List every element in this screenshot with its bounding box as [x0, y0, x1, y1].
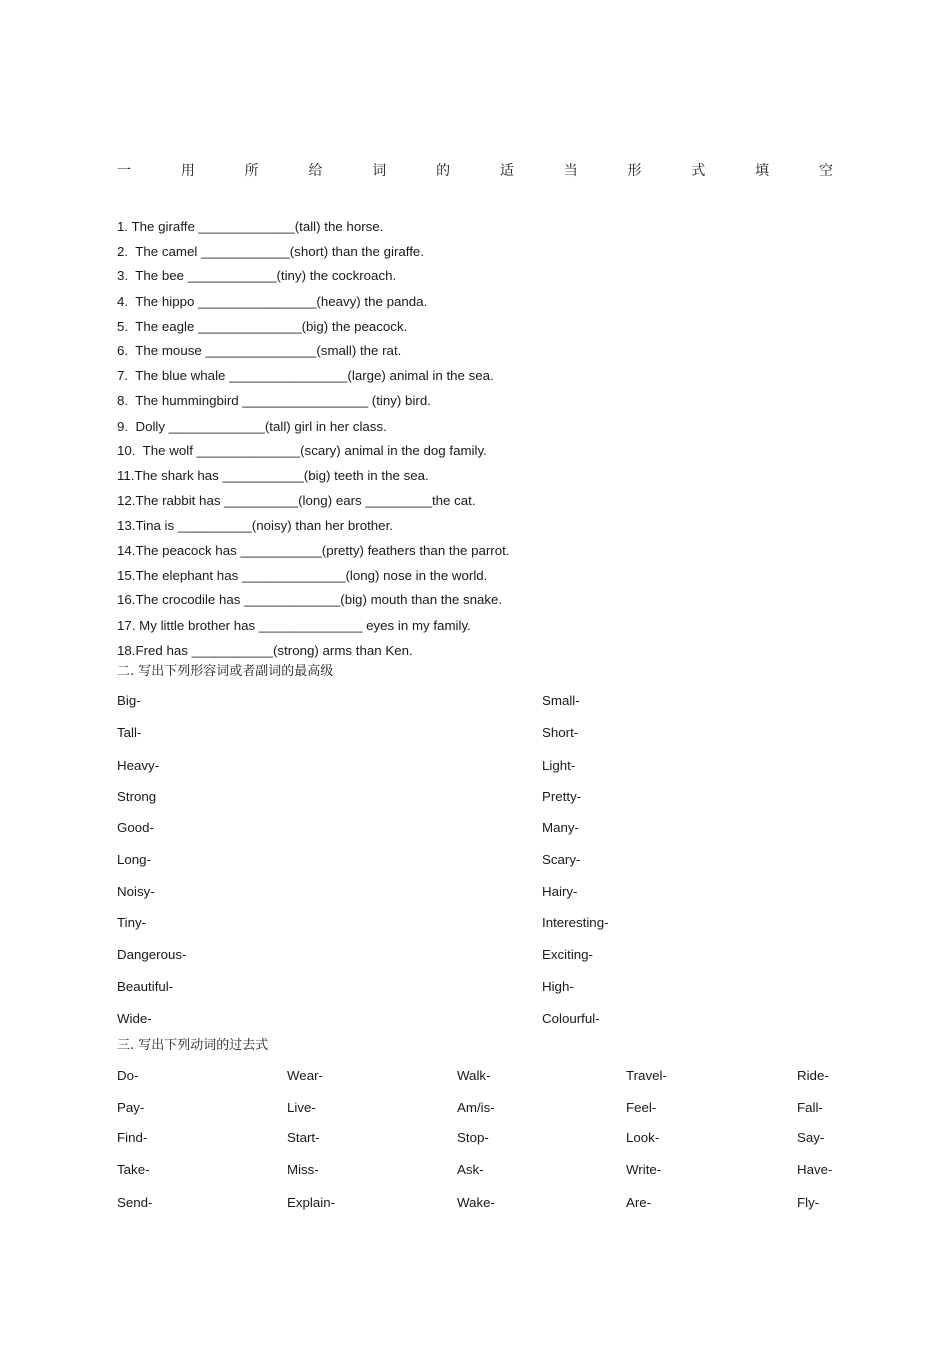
adjective-left: Big-: [117, 693, 141, 708]
question-18: 18.Fred has ___________(strong) arms than Ken.: [117, 643, 413, 658]
verb-item: Feel-: [626, 1100, 657, 1115]
verb-item: Start-: [287, 1130, 320, 1145]
adjective-right: Light-: [542, 758, 576, 773]
heading-char: 所: [244, 163, 259, 179]
verb-item: Pay-: [117, 1100, 145, 1115]
heading-char: 填: [755, 163, 770, 179]
verb-item: Find-: [117, 1130, 148, 1145]
verb-item: Ride-: [797, 1068, 829, 1083]
question-10: 10. The wolf ______________(scary) animal in the dog family.: [117, 443, 487, 458]
verb-item: Stop-: [457, 1130, 489, 1145]
question-5: 5. The eagle ______________(big) the peacock.: [117, 319, 408, 334]
verb-item: Are-: [626, 1195, 652, 1210]
verb-item: Walk-: [457, 1068, 491, 1083]
adjective-left: Good-: [117, 820, 154, 835]
section1-heading: [117, 160, 833, 180]
section2-heading: 二. 写出下列形容词或者副词的最高级: [117, 664, 334, 679]
adjective-right: Exciting-: [542, 947, 593, 962]
question-12: 12.The rabbit has __________(long) ears _________the cat.: [117, 493, 476, 508]
verb-item: Look-: [626, 1130, 660, 1145]
heading-char: 式: [691, 163, 706, 179]
verb-item: Wear-: [287, 1068, 323, 1083]
verb-item: Live-: [287, 1100, 316, 1115]
adjective-right: Scary-: [542, 852, 581, 867]
adjective-right: Pretty-: [542, 789, 582, 804]
verb-item: Say-: [797, 1130, 825, 1145]
section3-heading: 三. 写出下列动词的过去式: [117, 1038, 269, 1053]
question-7: 7. The blue whale ________________(large) animal in the sea.: [117, 368, 494, 383]
adjective-right: Short-: [542, 725, 579, 740]
adjective-right: Colourful-: [542, 1011, 600, 1026]
heading-char: 当: [563, 163, 578, 179]
question-15: 15.The elephant has ______________(long) nose in the world.: [117, 568, 488, 583]
verb-item: Have-: [797, 1162, 833, 1177]
heading-char: 形: [627, 163, 642, 179]
heading-char: 空: [818, 163, 833, 179]
adjective-left: Wide-: [117, 1011, 152, 1026]
adjective-left: Noisy-: [117, 884, 155, 899]
verb-item: Fly-: [797, 1195, 820, 1210]
adjective-left: Tall-: [117, 725, 142, 740]
question-8: 8. The hummingbird _________________ (tiny) bird.: [117, 393, 431, 408]
heading-char: 一: [117, 163, 131, 179]
heading-char: 用: [180, 163, 195, 179]
adjective-left: Beautiful-: [117, 979, 174, 994]
verb-item: Take-: [117, 1162, 150, 1177]
question-14: 14.The peacock has ___________(pretty) feathers than the parrot.: [117, 543, 510, 558]
adjective-right: Interesting-: [542, 915, 609, 930]
verb-item: Write-: [626, 1162, 662, 1177]
verb-item: Fall-: [797, 1100, 823, 1115]
question-17: 17. My little brother has ______________ eyes in my family.: [117, 618, 471, 633]
adjective-right: Hairy-: [542, 884, 578, 899]
verb-item: Travel-: [626, 1068, 667, 1083]
question-1: 1. The giraffe _____________(tall) the horse.: [117, 219, 384, 234]
heading-char: 适: [499, 163, 514, 179]
verb-item: Send-: [117, 1195, 153, 1210]
question-3: 3. The bee ____________(tiny) the cockroach.: [117, 268, 397, 283]
question-11: 11.The shark has ___________(big) teeth in the sea.: [117, 468, 429, 483]
adjective-right: Many-: [542, 820, 579, 835]
question-6: 6. The mouse _______________(small) the rat.: [117, 343, 402, 358]
verb-item: Ask-: [457, 1162, 484, 1177]
question-4: 4. The hippo ________________(heavy) the panda.: [117, 294, 428, 309]
adjective-left: Strong: [117, 789, 157, 804]
adjective-right: High-: [542, 979, 574, 994]
adjective-left: Heavy-: [117, 758, 160, 773]
heading-char: 给: [308, 163, 323, 179]
verb-item: Miss-: [287, 1162, 319, 1177]
question-9: 9. Dolly _____________(tall) girl in her class.: [117, 419, 387, 434]
verb-item: Do-: [117, 1068, 139, 1083]
heading-char: 词: [372, 163, 387, 179]
question-2: 2. The camel ____________(short) than the giraffe.: [117, 244, 425, 259]
adjective-left: Dangerous-: [117, 947, 187, 962]
adjective-left: Long-: [117, 852, 152, 867]
question-16: 16.The crocodile has _____________(big) mouth than the snake.: [117, 592, 503, 607]
question-13: 13.Tina is __________(noisy) than her brother.: [117, 518, 393, 533]
adjective-right: Small-: [542, 693, 580, 708]
verb-item: Wake-: [457, 1195, 495, 1210]
verb-item: Explain-: [287, 1195, 336, 1210]
heading-char: 的: [436, 163, 451, 179]
verb-item: Am/is-: [457, 1100, 495, 1115]
adjective-left: Tiny-: [117, 915, 147, 930]
